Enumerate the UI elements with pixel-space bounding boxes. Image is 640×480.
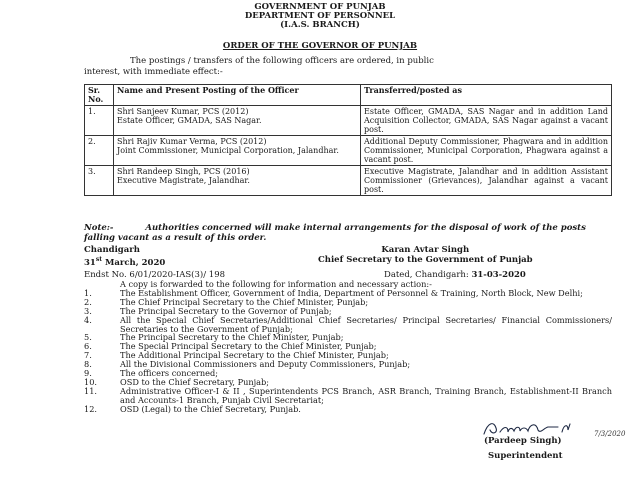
order-date: 31st March, 2020 — [84, 256, 166, 268]
list-item-number: 1. — [84, 287, 92, 298]
superintendent-name: (Pardeep Singh) — [484, 436, 562, 446]
officer-posting: Joint Commissioner, Municipal Corporation, Jalandhar. — [117, 146, 339, 155]
row-transferred: Estate Officer, GMADA, SAS Nagar and in addition Land Acquisition Collector, GMADA, SAS Nagar against a vacant post. — [361, 106, 612, 136]
officer-posting: Executive Magistrate, Jalandhar. — [117, 176, 250, 185]
postings-table — [84, 84, 612, 196]
signature-date: 7/3/2020 — [594, 430, 626, 438]
govt-header: GOVERNMENT OF PUNJAB — [254, 2, 386, 12]
officer-name: Shri Rajiv Kumar Verma, PCS (2012) — [117, 137, 267, 146]
intro-text-line2: interest, with immediate effect:- — [84, 67, 223, 77]
list-item-text: All the Divisional Commissioners and Deputy Commissioners, Punjab; — [120, 359, 411, 370]
order-title: ORDER OF THE GOVERNOR OF PUNJAB — [222, 41, 418, 51]
list-item-text: OSD (Legal) to the Chief Secretary, Punjab. — [120, 403, 301, 414]
list-item-number: 9. — [84, 368, 92, 379]
list-item-text: The Chief Principal Secretary to the Chief Minister, Punjab; — [120, 296, 369, 307]
header-sr-no: Sr. No. — [85, 85, 114, 106]
row-officer — [114, 166, 361, 196]
endorsement-number: Endst No. 6/01/2020-IAS(3)/ 198 — [84, 270, 226, 280]
list-item-number: 3. — [84, 305, 92, 316]
list-item — [84, 387, 612, 405]
superintendent-title: Superintendent — [488, 451, 563, 461]
row-transferred: Executive Magistrate, Jalandhar and in addition Assistant Commissioner (Grievances), Jalandhar against a vacant post. — [361, 166, 612, 196]
officer-posting: Estate Officer, GMADA, SAS Nagar. — [117, 116, 262, 125]
row-transferred: Additional Deputy Commissioner, Phagwara and in addition Commissioner, Municipal Corporation, Phagwara against a vacant post. — [361, 136, 612, 166]
recipient-list — [84, 289, 612, 414]
note-paragraph — [84, 223, 612, 243]
list-item-number: 5. — [84, 332, 92, 343]
list-item — [84, 405, 612, 414]
officer-name: Shri Sanjeev Kumar, PCS (2012) — [117, 107, 249, 116]
table-row — [85, 166, 612, 196]
place-date-block — [84, 245, 165, 268]
branch-header: (I.A.S. BRANCH) — [280, 20, 360, 30]
list-item-number: 12. — [84, 403, 98, 414]
table-row — [85, 136, 612, 166]
table-row — [85, 106, 612, 136]
copy-intro: A copy is forwarded to the following for information and necessary action:- — [120, 279, 432, 289]
list-item-number: 10. — [84, 376, 98, 387]
row-sr: 2. — [85, 136, 114, 166]
place: Chandigarh — [84, 245, 140, 255]
row-sr: 1. — [85, 106, 114, 136]
list-item-text: The Principal Secretary to the Governor of Punjab; — [120, 305, 332, 316]
officer-name: Shri Randeep Singh, PCS (2016) — [117, 167, 250, 176]
list-item — [84, 316, 612, 334]
list-item-text: OSD to the Chief Secretary, Punjab; — [120, 376, 270, 387]
list-item-text: Administrative Officer-I & II , Superintendents PCS Branch, ASR Branch, Training Branch, Establishment-II Branch and Accounts-1 Branch, Punjab Civil Secretariat; — [120, 385, 612, 405]
intro-text-line1: The postings / transfers of the following officers are ordered, in public — [130, 56, 434, 66]
signer-title: Chief Secretary to the Government of Punjab — [318, 255, 533, 265]
list-item-text: The Establishment Officer, Government of India, Department of Personnel & Training, North Block, New Delhi; — [120, 287, 583, 298]
list-item-number: 2. — [84, 296, 92, 307]
list-item-text: All the Special Chief Secretaries/Additional Chief Secretaries/ Principal Secretaries/ Financial Commissioners/ Secretaries to the Government of Punjab; — [120, 314, 612, 334]
note-text: Authorities concerned will make internal arrangements for the disposal of work of the posts falling vacant as a result of this order. — [84, 223, 586, 243]
list-item-number: 8. — [84, 359, 92, 370]
copy-list — [84, 280, 612, 414]
list-item-text: The officers concerned; — [120, 368, 218, 379]
list-item-text: The Special Principal Secretary to the Chief Minister, Punjab; — [120, 341, 377, 352]
signer-name: Karan Avtar Singh — [381, 245, 470, 255]
table-header-row — [85, 85, 612, 106]
list-item-number: 4. — [84, 314, 92, 325]
row-officer — [114, 106, 361, 136]
list-item-number: 7. — [84, 350, 92, 361]
endorsement-date: Dated, Chandigarh: 31-03-2020 — [384, 270, 526, 280]
signer-block — [318, 245, 533, 265]
department-header: DEPARTMENT OF PERSONNEL — [244, 11, 396, 21]
list-item-number: 6. — [84, 341, 92, 352]
header-present-posting: Name and Present Posting of the Officer — [114, 85, 361, 106]
note-label: Note:- — [84, 223, 114, 233]
header-transferred: Transferred/posted as — [361, 85, 612, 106]
list-item-text: The Additional Principal Secretary to the Chief Minister, Punjab; — [120, 350, 389, 361]
row-officer — [114, 136, 361, 166]
list-item-number: 11. — [84, 385, 98, 396]
row-sr: 3. — [85, 166, 114, 196]
list-item-text: The Principal Secretary to the Chief Minister, Punjab; — [120, 332, 344, 343]
